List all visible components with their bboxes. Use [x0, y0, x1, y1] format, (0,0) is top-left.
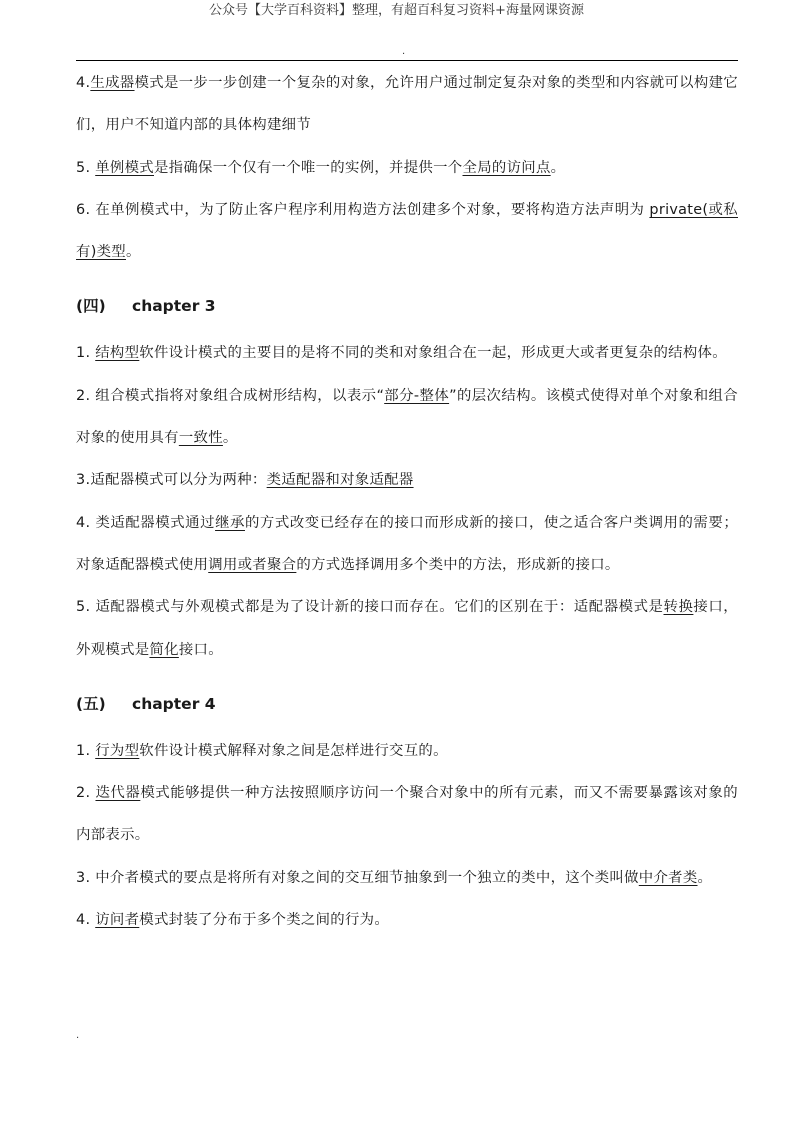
- underlined-term: 全局的访问点: [462, 159, 551, 176]
- text-run: 模式能够提供一种方法按照顺序访问一个聚合对象中的所有元素，而又不需要暴露该对象的内部表示。: [76, 785, 738, 844]
- text-run: 2. 组合模式指将对象组合成树形结构，以表示“: [76, 387, 385, 404]
- document-body: [76, 62, 738, 941]
- paragraph-p7: [76, 502, 738, 587]
- text-run: ”的层次结构。该模式使得对单个对象和组合对象的使用具有: [76, 387, 738, 447]
- underlined-term: 继承: [215, 514, 245, 531]
- text-run: 接口。: [178, 641, 223, 658]
- paragraph-p4: [76, 332, 738, 374]
- paragraph-p10: [76, 772, 738, 857]
- underlined-term: 类适配器和对象适配器: [266, 472, 414, 489]
- text-run: 。: [697, 869, 713, 886]
- text-run: 软件设计模式的主要目的是将不同的类和对象组合在一起，形成更大或者更复杂的结构体。: [139, 345, 727, 362]
- text-run: 1.: [76, 742, 96, 759]
- text-run: 。: [126, 244, 141, 261]
- text-run: 模式封装了分布于多个类之间的行为。: [139, 912, 390, 929]
- section-number: (五): [76, 694, 106, 713]
- underlined-term: 简化: [149, 641, 179, 658]
- paragraph-p9: [76, 730, 738, 772]
- text-run: 接口，外观模式是: [76, 599, 738, 658]
- underlined-term: 中介者类: [638, 869, 698, 886]
- text-run: 4. 类适配器模式通过: [76, 514, 216, 531]
- header-dot: .: [402, 46, 406, 57]
- underlined-term: 访问者: [95, 912, 140, 929]
- paragraph-p5: [76, 375, 738, 460]
- paragraph-p12: [76, 899, 738, 941]
- header-rule: [76, 60, 738, 61]
- text-run: 4.: [76, 75, 91, 91]
- text-run: 5. 适配器模式与外观模式都是为了设计新的接口而存在。它们的区别在于：适配器模式是: [76, 599, 664, 616]
- section-title: chapter 4: [132, 694, 216, 713]
- text-run: 1.: [76, 345, 96, 362]
- underlined-term: 生成器: [90, 75, 135, 91]
- text-run: 模式是一步一步创建一个复杂的对象，允许用户通过制定复杂对象的类型和内容就可以构建它们，用户不知道内部的具体构建细节: [76, 75, 738, 134]
- text-run: 5.: [76, 159, 96, 176]
- underlined-term: 行为型: [95, 742, 140, 759]
- paragraph-p6: [76, 459, 738, 501]
- underlined-term: private(或私有)类型: [76, 201, 738, 261]
- paragraph-p11: [76, 857, 738, 899]
- text-run: 的方式选择调用多个类中的方法，形成新的接口。: [296, 556, 620, 573]
- text-run: 3.适配器模式可以分为两种：: [76, 472, 267, 489]
- underlined-term: 结构型: [95, 345, 140, 362]
- text-run: 2.: [76, 785, 96, 802]
- underlined-term: 部分-整体: [384, 387, 450, 404]
- section-number: (四): [76, 297, 106, 316]
- text-run: 的方式改变已经存在的接口而形成新的接口，使之适合客户类调用的需要；对象适配器模式使用: [76, 514, 739, 573]
- footer-dot: .: [76, 1030, 80, 1041]
- underlined-term: 单例模式: [95, 159, 154, 176]
- text-run: 4.: [76, 912, 96, 929]
- section-heading: [76, 684, 738, 724]
- text-run: 是指确保一个仅有一个唯一的实例，并提供一个: [153, 159, 463, 176]
- paragraph-p8: [76, 586, 738, 671]
- underlined-term: 调用或者聚合: [208, 556, 297, 573]
- page-header-banner: 公众号【大学百科资料】整理，有超百科复习资料+海量网课资源: [209, 3, 584, 18]
- underlined-term: 迭代器: [95, 785, 141, 802]
- section-heading: [76, 286, 738, 326]
- underlined-term: 一致性: [178, 430, 223, 447]
- text-run: 6. 在单例模式中，为了防止客户程序利用构造方法创建多个对象，要将构造方法声明为: [76, 201, 650, 218]
- text-run: 3. 中介者模式的要点是将所有对象之间的交互细节抽象到一个独立的类中，这个类叫做: [76, 869, 639, 886]
- text-run: 。: [222, 430, 238, 447]
- paragraph-p2: [76, 147, 738, 189]
- section-title: chapter 3: [132, 297, 216, 316]
- text-run: 。: [550, 159, 566, 176]
- paragraph-p3: [76, 189, 738, 274]
- paragraph-p1: [76, 62, 738, 147]
- text-run: 软件设计模式解释对象之间是怎样进行交互的。: [139, 742, 448, 759]
- underlined-term: 转换: [663, 599, 694, 616]
